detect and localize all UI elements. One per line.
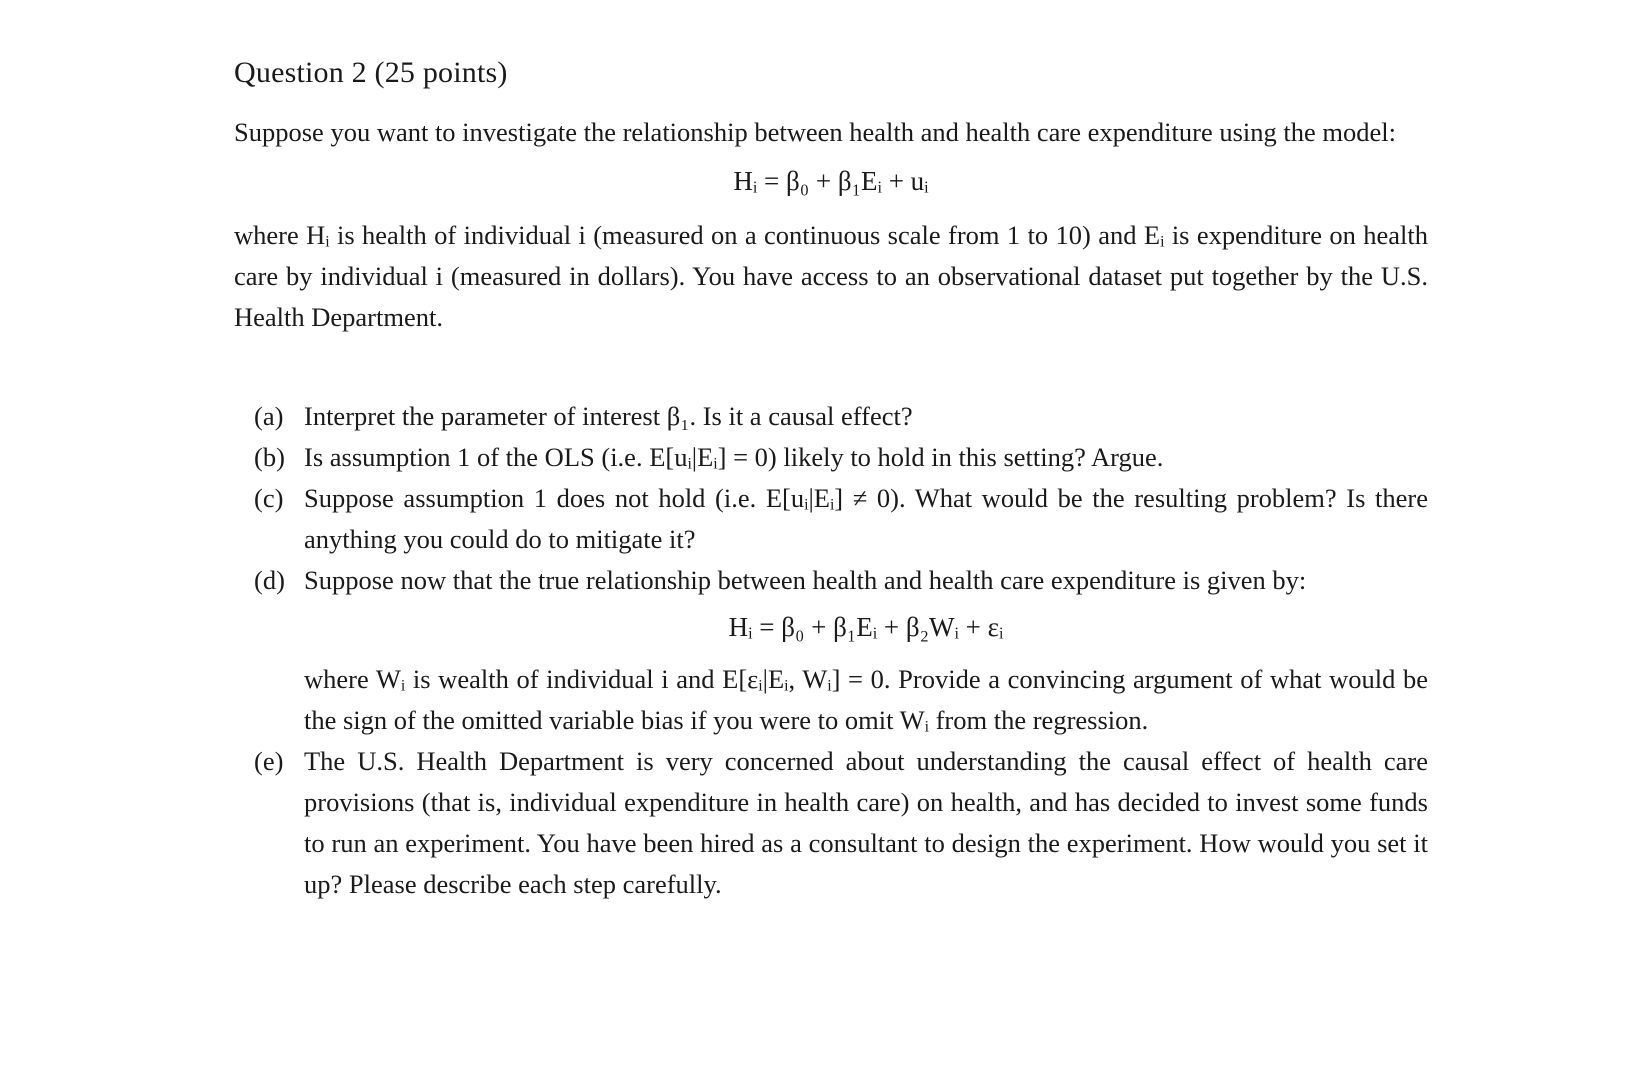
part-label: (e) — [254, 746, 284, 776]
part-text: Suppose assumption 1 does not hold (i.e. E[uᵢ|Eᵢ] ≠ 0). What would be the resulting problem? Is there anything you could do to mitigate it? — [304, 483, 1428, 554]
part-label: (d) — [254, 565, 285, 595]
part-text: The U.S. Health Department is very concerned about understanding the causal effect of health care provisions (that is, individual expenditure in health care) on health, and has decided to invest some funds to run an experiment. You have been hired as a consultant to design the experiment. How would you set it up? Please describe each step carefully. — [304, 746, 1428, 899]
true-model-equation: Hᵢ = β₀ + β₁Eᵢ + β₂Wᵢ + εᵢ — [728, 612, 1004, 642]
part-text: Interpret the parameter of interest β₁. Is it a causal effect? — [304, 401, 913, 431]
part-label: (a) — [254, 401, 284, 431]
part-e — [234, 741, 1428, 905]
part-c — [234, 478, 1428, 560]
model-equation: Hᵢ = β₀ + β₁Eᵢ + uᵢ — [733, 166, 929, 196]
part-text-after: where Wᵢ is wealth of individual i and E[εᵢ|Eᵢ, Wᵢ] = 0. Provide a convincing argument of what would be the sign of the omitted variable bias if you were to omit Wᵢ from the regression. — [304, 664, 1428, 735]
question-parts — [234, 396, 1428, 905]
part-a — [234, 396, 1428, 437]
question-intro: Suppose you want to investigate the relationship between health and health care expenditure using the model: — [234, 117, 1396, 147]
part-label: (c) — [254, 483, 284, 513]
question-title: Question 2 (25 points) — [234, 56, 508, 89]
question-page — [234, 50, 1428, 905]
question-description: where Hᵢ is health of individual i (measured on a continuous scale from 1 to 10) and Eᵢ is expenditure on health care by individual i (measured in dollars). You have access to an observational dataset put together by the U.S. Health Department. — [234, 220, 1428, 332]
part-d — [234, 560, 1428, 741]
part-text: Is assumption 1 of the OLS (i.e. E[uᵢ|Eᵢ] = 0) likely to hold in this setting? Argue. — [304, 442, 1164, 472]
part-b — [234, 437, 1428, 478]
part-text: Suppose now that the true relationship between health and health care expenditure is given by: — [304, 565, 1307, 595]
part-label: (b) — [254, 442, 285, 472]
